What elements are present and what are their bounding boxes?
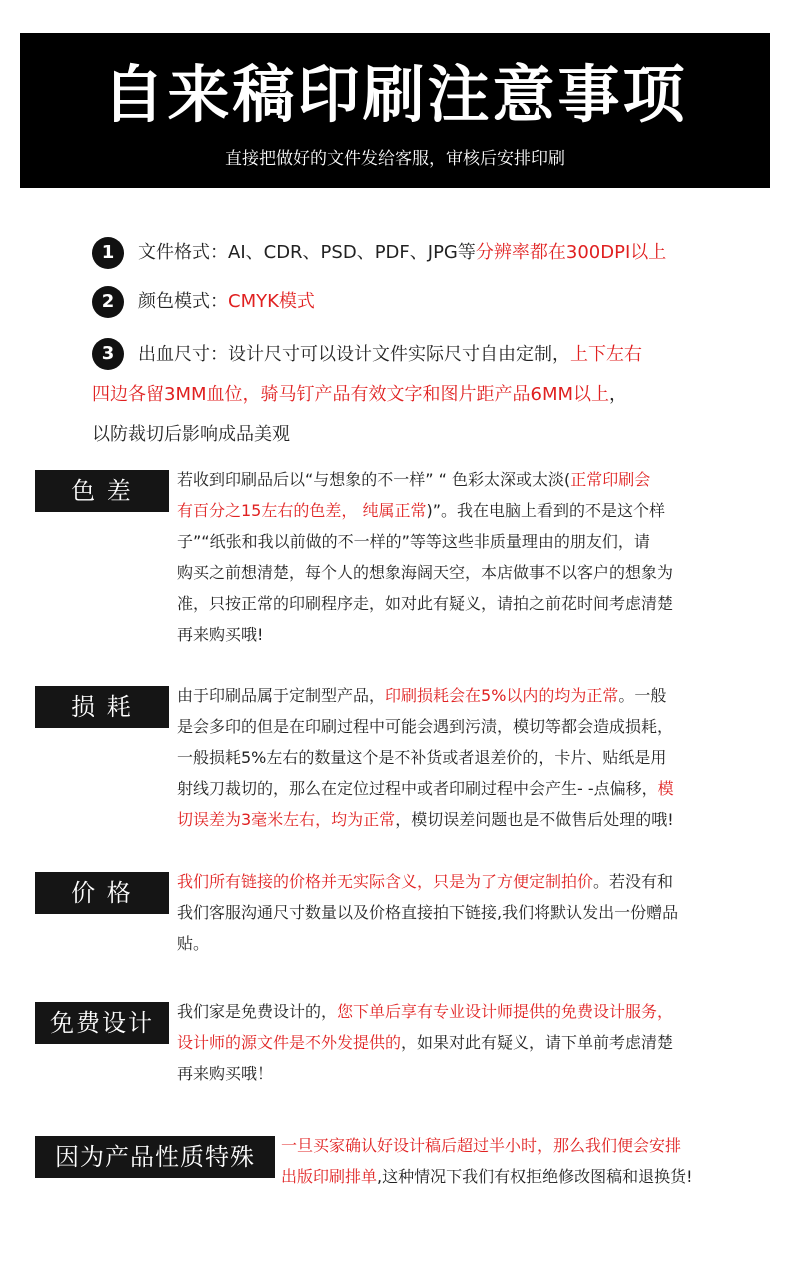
item-text: 文件格式：AI、CDR、PSD、PDF、JPG等分辨率都在300DPI以上 xyxy=(138,242,667,263)
item-text: 出血尺寸：设计尺寸可以设计文件实际尺寸自由定制，上下左右 四边各留3MM血位，骑马钉产品有效文字和图片距产品6MM以上， 以防裁切后影响成品美观 xyxy=(92,344,642,445)
section-text: 由于印刷品属于定制型产品，印刷损耗会在5%以内的均为正常。一般 是会多印的但是在印刷过程中可能会遇到污渍，模切等都会造成损耗， 一般损耗5%左右的数量这个是不补货或者退差价的，卡片、贴纸是用 射线刀裁切的，那么在定位过程中或者印刷过程中会产生- -点偏移，模 切误差为3毫米左右，均为正常，模切误差问题也是不做售后处理的哦! xyxy=(177,686,674,829)
number-badge: 3 xyxy=(92,338,124,370)
section-label: 因为产品性质特殊 xyxy=(35,1136,275,1178)
section-special-product xyxy=(35,1136,755,1206)
section-text: 一旦买家确认好设计稿后超过半小时，那么我们便会安排 出版印刷排单,这种情况下我们有权拒绝修改图稿和退换货! xyxy=(281,1136,693,1186)
number-badge: 2 xyxy=(92,286,124,318)
section-loss xyxy=(35,686,755,846)
section-label: 免费设计 xyxy=(35,1002,169,1044)
section-label: 价 格 xyxy=(35,872,169,914)
header-banner xyxy=(20,33,770,188)
section-text: 我们所有链接的价格并无实际含义，只是为了方便定制拍价。若没有和 我们客服沟通尺寸数量以及价格直接拍下链接,我们将默认发出一份赠品 贴。 xyxy=(177,872,679,953)
list-item-color-mode xyxy=(92,286,732,320)
section-free-design xyxy=(35,1002,755,1102)
section-price xyxy=(35,872,755,972)
section-label: 损 耗 xyxy=(35,686,169,728)
page-subtitle: 直接把做好的文件发给客服，审核后安排印刷 xyxy=(225,149,565,169)
section-color-difference xyxy=(35,470,755,660)
item-text: 颜色模式：CMYK模式 xyxy=(138,291,315,312)
list-item-bleed-size xyxy=(92,338,732,448)
section-text: 我们家是免费设计的，您下单后享有专业设计师提供的免费设计服务， 设计师的源文件是不外发提供的，如果对此有疑义，请下单前考虑清楚 再来购买哦！ xyxy=(177,1002,674,1083)
section-label: 色 差 xyxy=(35,470,169,512)
page-title: 自来稿印刷注意事项 xyxy=(102,58,688,131)
number-badge: 1 xyxy=(92,237,124,269)
list-item-file-format xyxy=(92,237,732,271)
section-text: 若收到印刷品后以“与想象的不一样” “ 色彩太深或太淡(正常印刷会 有百分之15左右的色差， 纯属正常)”。我在电脑上看到的不是这个样 子”“纸张和我以前做的不一样的”等等这些非质量理由的朋友们，请 购买之前想清楚，每个人的想象海阔天空，本店做事不以客户的想象为 准，只按正常的印刷程序走，如对此有疑义，请拍之前花时间考虑清楚 再来购买哦! xyxy=(177,470,674,644)
